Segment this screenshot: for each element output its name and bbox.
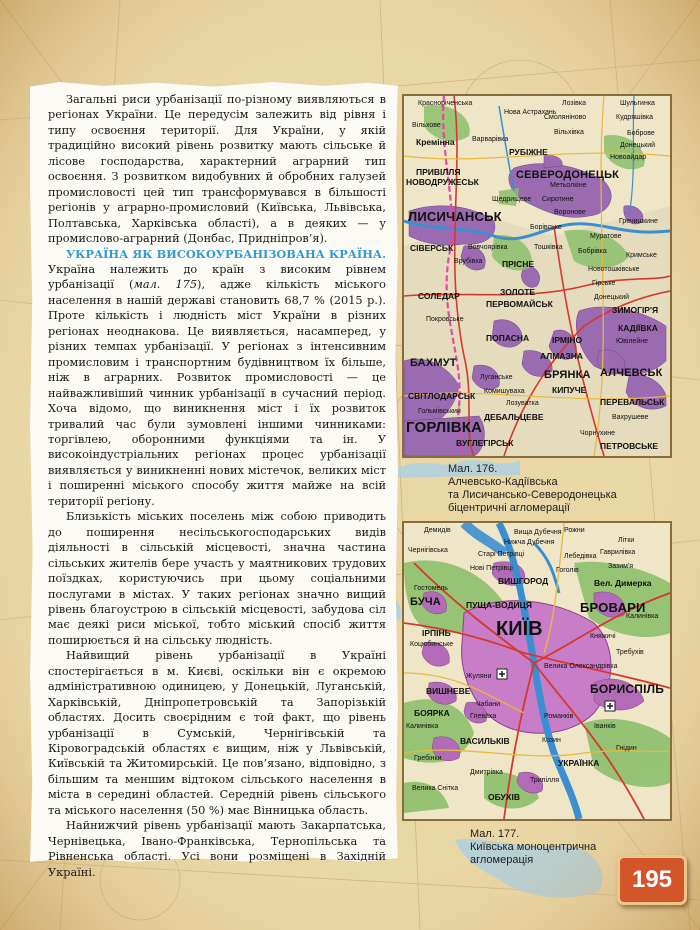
map2-label: БУЧА [410,596,441,608]
map1-label: Ювілейне [616,338,648,345]
map2-label: Гоголів [556,567,579,574]
map2-label: Романків [544,713,574,720]
map2-label: Велика Олександрівка [544,663,618,670]
paragraph-lowest-level: Найнижчий рівень урбанізації мають Закарпатська, Чернівецька, Івано-Франківська, Тернопільська та Рівненська області. Усі вони розміщені в Західній Україні. [48,819,386,879]
map2-label: Трипілля [530,777,559,784]
map1-label: Гірське [592,280,616,287]
map1-label: Донецький [594,294,630,301]
map2-label: Нижча Дубечня [504,539,555,546]
map1-label: Врубівка [454,258,483,265]
map2-label: Зазим'я [608,563,634,570]
map2-label: Старі Петрівці [478,551,525,558]
caption-line: біцентричні агломерації [448,502,570,514]
map2-label: БОЯРКА [414,708,450,718]
map2-label: ПУЩА-ВОДИЦЯ [466,600,532,610]
map1-label: Боброве [627,130,655,137]
map1-label: ДЕБАЛЬЦЕВЕ [484,412,544,422]
map2-label: Гаврилівка [600,549,636,556]
map2-label: БОРИСПІЛЬ [590,682,665,696]
paragraph-text: ), адже кількість міського населення в нашій державі становить 68,7 % (2015 р.). Проте кількість і людність міст України в різних регіонах неоднакова. Це виявляється, насамперед, у різних темпах урбанізації. У регіонах з інтенсивним промисловим і транспортним будівництвом їх більше, ніж в аграрних. Розвиток промисловості — це найважливіший чинник урбанізації в сучасний період. Хоча відомо, що виникнення міст і їх розвиток тривалий час були зумовлені іншими чинниками: торгівлею, оборонними функціями та ін. У високоіндустріальних регіонах процес урбанізації виявляється у виникненні нових містечок, великих міст і поширенні міського способу життя майже на всій території регіону. [48,278,386,508]
map1-label: ПЕРВОМАЙСЬК [486,299,553,309]
map2-label: Требухів [616,649,644,656]
map1-label: Кремінна [416,137,455,147]
map2-label: ОБУХІВ [488,792,520,802]
map2-label: Вища Дубечня [514,529,562,536]
map2-label: Рожни [564,527,585,534]
map2-label: Нові Петрівці [470,565,513,572]
map1-label: ЗОЛОТЕ [500,287,536,297]
map1-label: Вовчоярівка [468,244,508,251]
map2-label: Гостомель [414,585,448,592]
map1-label: ВУГЛЕГІРСЬК [456,438,514,448]
map2-label: Іванків [594,723,616,730]
map1-label: Луганське [480,374,513,381]
page-number-badge: 195 [617,855,687,905]
map1-label: СЕВЕРОДОНЕЦЬК [516,169,620,181]
map1-caption [448,463,617,515]
map1-label: СВІТЛОДАРСЬК [408,391,476,401]
map1-label: ЗИМОГІР'Я [612,305,659,315]
map1-label: АЛМАЗНА [540,351,584,361]
map1-label: АЛЧЕВСЬК [600,367,663,379]
map1-label: Покровське [426,316,464,323]
map1-label: КАДІЇВКА [618,323,658,333]
map1-label: СОЛЕДАР [418,291,460,301]
map2-label: ІРПІНЬ [422,628,451,638]
map1-label: Гольмівський [418,408,461,415]
map1-label: Кудряшівка [616,114,654,121]
map2-label: Вел. Димерка [594,578,652,588]
paragraph-urbanization-features: Загальні риси урбанізації по-різному виявляються в регіонах України. Це передусім залежить від рівня і типу освоєння території. Для України, у якій традиційно високий рівень розвитку мають сільське й лісове господарства, характерний аграрний тип освоєння. З розвитком видобувних й обробних галузей промисловості цей тип трансформувався в більшості регіонів у аграрно-промисловий (Київська, Львівська, Полтавська, Харківська області), а в деяких — у промислово-аграрний (Донбас, Придніпров’я). [48,93,386,246]
map1-label: ПЕТРОВСЬКЕ [600,441,659,451]
map2-label: Жуляни [466,673,492,680]
map2-label: Гребінки [414,755,442,762]
map2-label: Чабани [476,701,501,708]
map2-label: Дмитрівка [470,769,503,776]
map1-label: Лозуватка [506,400,539,407]
caption-number: Мал. 177. [470,828,520,840]
paragraph-proximity: Близькість міських поселень між собою приводить до поширення несільськогосподарських видів діяльності в сільській місцевості, значна частина сільських жителів бере участь у маятникових трудових поїздках, користуючись при цьому соціальними послугами в містах. У таких регіонах значно вищий рівень благоустрою в сільській місцевості, забудова сіл має деякі риси міської, тобто міський спосіб життя поширюється й на сільську людність. [48,510,386,647]
map2-label: Калинівка [406,723,439,730]
map1-label: РУБІЖНЕ [509,147,548,157]
map2-label: ВАСИЛЬКІВ [460,736,510,746]
map1-label: Донецький [620,142,656,149]
caption-line: Алчевсько-Кадіївська [448,476,558,488]
paragraph-highest-level: Найвищий рівень урбанізації в Україні спостерігається в м. Києві, оскільки він є окремою адміністративною одиницею, у Донецькій, Луганській, Харківській, Дніпропетровській та Запорізькій областях. Досить своєрідним є той факт, що рівень урбанізації в Сумській, Чернігівській та Кіровоградській областях є вищим, ніж у Львівській, Київській та Житомирській. Це пов’язано, відповідно, з більшим та меншим відтоком сільського населення в міста в середині областей. Середній рівень сільського та міського населення (50 %) має Вінницька область. [48,649,386,817]
map1-label: ПОПАСНА [486,333,530,343]
map1-label: ПРИВІЛЛЯ [416,167,461,177]
caption-line: Київська моноцентрична [470,841,597,853]
figure-reference: мал. 175 [133,278,198,292]
map2-label: ВИШГОРОД [498,576,549,586]
map1-label: НОВОДРУЖЕСЬК [406,177,479,187]
map1-label: Воронове [554,209,586,216]
map1-label: Красноріченська [418,100,473,107]
map-alchevsk-lysychansk [402,94,672,458]
map1-label: Комишуваха [484,388,525,395]
map1-label: Кримське [626,252,657,259]
map2-caption [470,828,596,867]
map2-label: Княжичі [590,633,616,640]
map1-label: БРЯНКА [544,369,591,381]
map1-label: Лозівка [562,100,587,107]
map1-label: Щедрищеве [492,196,532,203]
map1-label: БАХМУТ [410,357,457,369]
map1-label: ІРМІНО [552,335,583,345]
map2-label: Велика Снітка [412,785,459,792]
map2-label: Глеваха [470,713,497,720]
map-kyiv-agglomeration [402,521,672,821]
map2-label: БРОВАРИ [580,600,646,615]
map2-label: Калинівка [626,613,659,620]
caption-line: та Лисичансько-Северодонецька [448,489,617,501]
map1-label: Шульгинка [620,100,655,107]
map2-label: КИЇВ [496,618,543,640]
map2-label: Гнідин [616,745,637,752]
map1-label: Муратове [590,233,622,240]
map2-label: Лебедівка [564,553,597,560]
map1-label: Сиротине [542,196,574,203]
caption-number: Мал. 176. [448,463,498,475]
map2-label: Чернігівська [408,547,448,554]
map2-label: ВИШНЕВЕ [426,686,471,696]
map1-label: Гречишкине [619,218,658,225]
map1-label: ЛИСИЧАНСЬК [408,209,502,224]
map1-label: Вільхівка [554,129,584,136]
map1-label: ГОРЛІВКА [406,419,483,436]
map1-label: Новотошківське [588,266,640,273]
map1-label: СІВЕРСЬК [410,243,454,253]
map1-label: ПРІСНЕ [502,259,535,269]
map1-label: Новоайдар [610,154,647,161]
map1-label: Варварівка [472,136,509,143]
map2-label: УКРАЇНКА [558,758,600,768]
main-text [48,92,386,880]
paragraph-highly-urbanized [48,247,386,510]
caption-line: агломерація [470,854,534,866]
map1-label: Вільхове [412,122,441,129]
map1-label: ПЕРЕВАЛЬСЬК [600,397,665,407]
map1-label: Метьолкіне [550,182,587,189]
map1-label: Бобрівка [578,248,607,255]
map1-label: Борівське [530,224,562,231]
map1-label: Смоляніново [544,114,587,121]
map2-label: Літки [618,537,635,544]
map1-label: Чорнухине [580,430,615,437]
map1-label: Вахрушеве [612,414,649,421]
map2-label: Козин [542,737,561,744]
map2-label: Демидів [424,527,451,534]
map2-label: Коцюбинське [410,641,454,648]
map1-label: Тошківка [534,244,563,251]
section-heading: УКРАЇНА ЯК ВИСОКОУРБАНІЗОВАНА КРАЇНА. [66,246,386,261]
map1-label: КИПУЧЕ [552,385,587,395]
map1-label: Нова Астрахань [504,109,557,116]
paragraph-text: Україна належить до країн з високим рівнем урбанізації ( [48,262,386,292]
